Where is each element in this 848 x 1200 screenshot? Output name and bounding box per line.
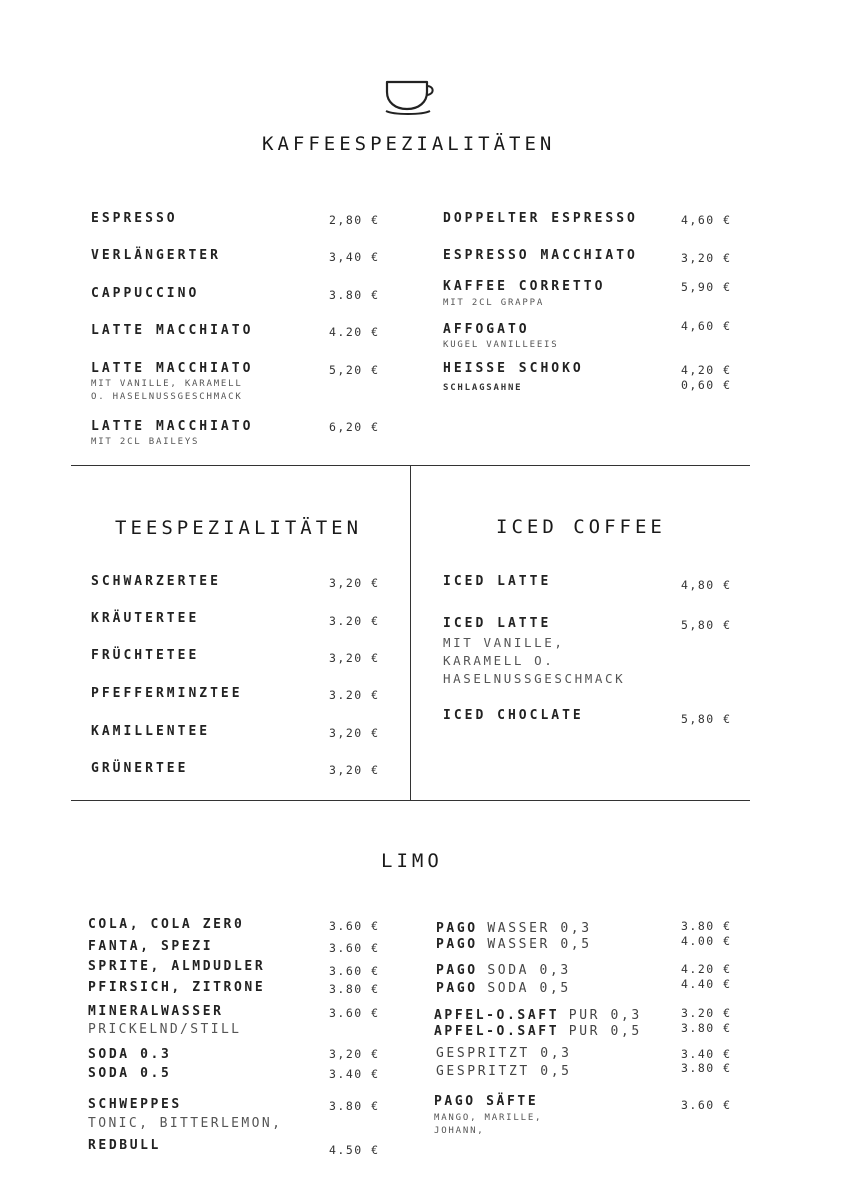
item-fruechtetee: FRÜCHTETEE: [91, 648, 200, 663]
price-kraeutertee: 3.20 €: [329, 614, 380, 628]
coffee-cup-icon: [384, 78, 438, 116]
item-verlaengerter: VERLÄNGERTER: [91, 248, 221, 263]
price-iced-latte: 4,80 €: [681, 578, 732, 592]
apfel-saft-05-label: PUR 0,5: [568, 1024, 642, 1039]
item-affogato-sub: KUGEL VANILLEEIS: [443, 340, 559, 350]
price-cappuccino: 3.80 €: [329, 288, 380, 302]
iced-title: ICED COFFEE: [496, 516, 666, 538]
item-gespritzt-03: GESPRITZT 0,3: [436, 1046, 572, 1061]
price-schwarzertee: 3,20 €: [329, 576, 380, 590]
price-gespritzt-05: 3.80 €: [681, 1061, 732, 1075]
price-gruenertee: 3,20 €: [329, 763, 380, 777]
item-latte-macchiato-flavour-sub2: O. HASELNUSSGESCHMACK: [91, 392, 243, 402]
item-pfefferminztee: PFEFFERMINZTEE: [91, 686, 243, 701]
item-heisse-schoko: HEISSE SCHOKO: [443, 361, 584, 376]
price-gespritzt-03: 3.40 €: [681, 1047, 732, 1061]
price-heisse-schoko: 4,20 €: [681, 363, 732, 377]
price-pago-soda-05: 4.40 €: [681, 977, 732, 991]
price-mineralwasser: 3.60 €: [329, 1006, 380, 1020]
pago-wasser-05-label: WASSER 0,5: [487, 937, 592, 952]
price-iced-choclate: 5,80 €: [681, 712, 732, 726]
price-kamillentee: 3,20 €: [329, 726, 380, 740]
pago-soda-05-label: SODA 0,5: [487, 981, 571, 996]
item-latte-macchiato: LATTE MACCHIATO: [91, 323, 254, 338]
price-soda-05: 3.40 €: [329, 1067, 380, 1081]
item-espresso: ESPRESSO: [91, 211, 178, 226]
item-latte-macchiato-flavour: LATTE MACCHIATO: [91, 361, 254, 376]
price-schlagsahne: 0,60 €: [681, 378, 732, 392]
item-kaffee-corretto-sub: MIT 2CL GRAPPA: [443, 298, 545, 308]
item-kaffee-corretto: KAFFEE CORRETTO: [443, 279, 606, 294]
apfel-saft-label: APFEL-O.SAFT: [434, 1008, 560, 1023]
item-pago-saefte: PAGO SÄFTE: [434, 1094, 539, 1109]
price-schweppes: 3.80 €: [329, 1099, 380, 1113]
pago-label: PAGO: [436, 937, 478, 952]
price-espresso: 2,80 €: [329, 213, 380, 227]
item-heisse-schoko-sub: SCHLAGSAHNE: [443, 383, 523, 393]
price-sprite: 3.60 €: [329, 964, 380, 978]
pago-wasser-03-label: WASSER 0,3: [487, 921, 592, 936]
tee-title: TEESPEZIALITÄTEN: [115, 517, 363, 539]
item-iced-choclate: ICED CHOCLATE: [443, 708, 584, 723]
item-pago-saefte-sub1: MANGO, MARILLE,: [434, 1113, 543, 1123]
item-apfel-saft-05: [434, 1020, 642, 1039]
price-fruechtetee: 3,20 €: [329, 651, 380, 665]
item-schwarzertee: SCHWARZERTEE: [91, 574, 221, 589]
price-kaffee-corretto: 5,90 €: [681, 280, 732, 294]
price-pago-wasser-03: 3.80 €: [681, 919, 732, 933]
apfel-saft-03-label: PUR 0,3: [568, 1008, 642, 1023]
item-mineralwasser-sub: PRICKELND/STILL: [88, 1022, 242, 1037]
item-espresso-macchiato: ESPRESSO MACCHIATO: [443, 248, 638, 263]
item-cappuccino: CAPPUCCINO: [91, 286, 200, 301]
price-fanta: 3.60 €: [329, 941, 380, 955]
item-kraeutertee: KRÄUTERTEE: [91, 611, 200, 626]
item-iced-latte-flavour-sub2: KARAMELL O.: [443, 653, 555, 668]
item-fanta: FANTA, SPEZI: [88, 939, 214, 954]
item-soda-05: SODA 0.5: [88, 1066, 172, 1081]
item-schweppes-sub: TONIC, BITTERLEMON,: [88, 1116, 283, 1131]
item-sprite: SPRITE, ALMDUDLER: [88, 959, 266, 974]
item-latte-macchiato-baileys-sub: MIT 2CL BAILEYS: [91, 437, 200, 447]
item-iced-latte-flavour-sub3: HASELNUSSGESCHMACK: [443, 671, 626, 686]
price-pago-saefte: 3.60 €: [681, 1098, 732, 1112]
kaffee-title: KAFFEESPEZIALITÄTEN: [262, 133, 556, 155]
item-pago-soda-05: [436, 977, 571, 996]
price-latte-macchiato-baileys: 6,20 €: [329, 420, 380, 434]
price-pfirsich: 3.80 €: [329, 982, 380, 996]
item-gespritzt-05: GESPRITZT 0,5: [436, 1064, 572, 1079]
item-pago-saefte-sub2: JOHANN,: [434, 1126, 485, 1136]
limo-title: LIMO: [381, 850, 443, 872]
item-iced-latte-flavour: ICED LATTE: [443, 616, 552, 631]
price-latte-macchiato: 4.20 €: [329, 325, 380, 339]
pago-soda-03-label: SODA 0,3: [487, 963, 571, 978]
divider-vertical: [410, 465, 411, 801]
item-iced-latte: ICED LATTE: [443, 574, 552, 589]
item-kamillentee: KAMILLENTEE: [91, 724, 211, 739]
item-latte-macchiato-flavour-sub1: MIT VANILLE, KARAMELL: [91, 379, 243, 389]
price-verlaengerter: 3,40 €: [329, 250, 380, 264]
apfel-saft-label: APFEL-O.SAFT: [434, 1024, 560, 1039]
price-pfefferminztee: 3.20 €: [329, 688, 380, 702]
price-affogato: 4,60 €: [681, 319, 732, 333]
divider-bottom: [71, 800, 750, 801]
price-pago-soda-03: 4.20 €: [681, 962, 732, 976]
pago-label: PAGO: [436, 981, 478, 996]
price-soda-03: 3,20 €: [329, 1047, 380, 1061]
item-gruenertee: GRÜNERTEE: [91, 761, 189, 776]
item-pfirsich: PFIRSICH, ZITRONE: [88, 980, 266, 995]
pago-label: PAGO: [436, 921, 478, 936]
item-iced-latte-flavour-sub1: MIT VANILLE,: [443, 635, 565, 650]
price-redbull: 4.50 €: [329, 1143, 380, 1157]
item-mineralwasser: MINERALWASSER: [88, 1004, 224, 1019]
item-doppelter-espresso: DOPPELTER ESPRESSO: [443, 211, 638, 226]
item-affogato: AFFOGATO: [443, 322, 530, 337]
item-pago-soda-03: [436, 959, 571, 978]
price-iced-latte-flavour: 5,80 €: [681, 618, 732, 632]
item-latte-macchiato-baileys: LATTE MACCHIATO: [91, 419, 254, 434]
item-schweppes: SCHWEPPES: [88, 1097, 182, 1112]
pago-label: PAGO: [436, 963, 478, 978]
price-apfel-saft-03: 3.20 €: [681, 1006, 732, 1020]
item-cola: COLA, COLA ZER0: [88, 917, 245, 932]
item-soda-03: SODA 0.3: [88, 1047, 172, 1062]
price-cola: 3.60 €: [329, 919, 380, 933]
price-espresso-macchiato: 3,20 €: [681, 251, 732, 265]
price-apfel-saft-05: 3.80 €: [681, 1021, 732, 1035]
price-latte-macchiato-flavour: 5,20 €: [329, 363, 380, 377]
price-pago-wasser-05: 4.00 €: [681, 934, 732, 948]
item-redbull: REDBULL: [88, 1138, 161, 1153]
price-doppelter-espresso: 4,60 €: [681, 213, 732, 227]
item-pago-wasser-05: [436, 933, 592, 952]
